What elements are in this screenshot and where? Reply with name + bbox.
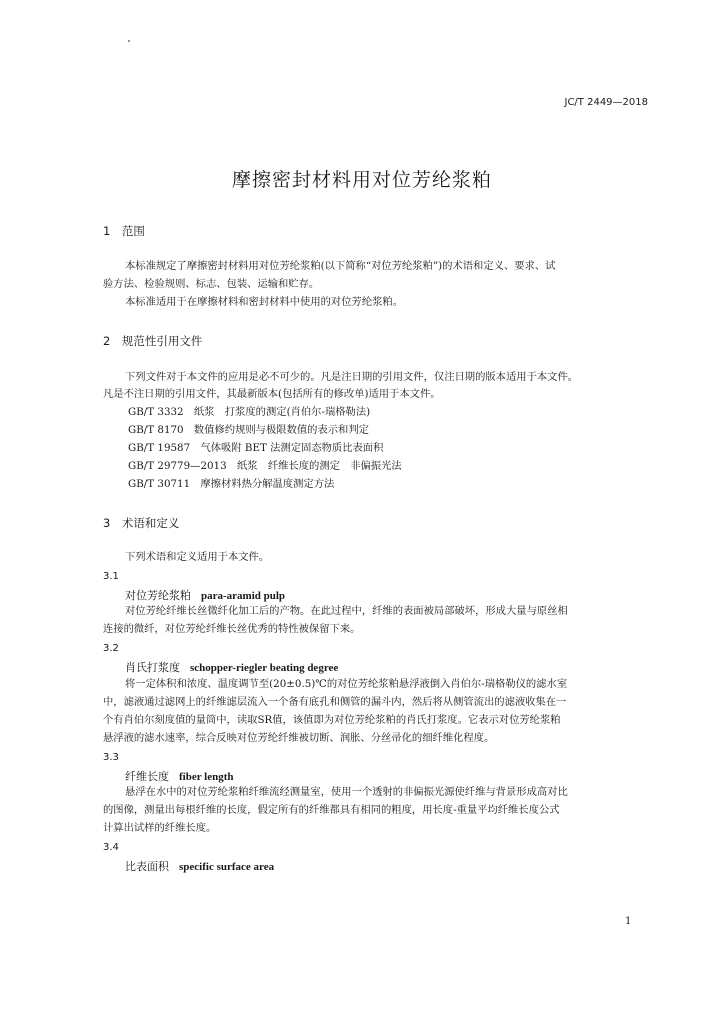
paragraph-line: 本标准规定了摩擦密封材料用对位芳纶浆粕(以下简称“对位芳纶浆粕”)的术语和定义、要求、试 — [125, 260, 556, 272]
page-number: 1 — [625, 916, 632, 927]
paragraph-line: 凡是不注日期的引用文件，其最新版本(包括所有的修改单)适用于本文件。 — [103, 388, 441, 400]
term-zh: 肖氏打浆度 — [125, 661, 180, 674]
term-heading — [125, 587, 285, 603]
paragraph-line: 下列文件对于本文件的应用是必不可少的。凡是注日期的引用文件，仅注日期的版本适用于本文件。 — [125, 371, 579, 383]
paragraph-line: 的图像，测量出每根纤维的长度，假定所有的纤维都具有相同的粗度，用长度-重量平均纤维长度公式 — [103, 804, 560, 816]
term-heading — [125, 768, 234, 784]
paragraph-line: 下列术语和定义适用于本文件。 — [125, 551, 270, 563]
paragraph-line: 悬浮在水中的对位芳纶浆粕纤维流经测量室，使用一个透射的非偏振光源使纤维与背景形成高对比 — [125, 786, 568, 798]
reference-item: GB/T 30711 摩擦材料热分解温度测定方法 — [128, 478, 335, 490]
paragraph-line: 对位芳纶纤维长丝微纤化加工后的产物。在此过程中，纤维的表面被局部破坏，形成大量与原丝相 — [125, 605, 568, 617]
term-number: 3.3 — [103, 752, 119, 763]
term-en: para-aramid pulp — [201, 590, 286, 602]
term-number: 3.4 — [103, 842, 119, 853]
reference-item: GB/T 3332 纸浆 打浆度的测定(肖伯尔-瑞格勒法) — [128, 406, 371, 418]
section-heading-scope: 1 范围 — [103, 224, 145, 238]
paragraph-line: 验方法、检验规则、标志、包装、运输和贮存。 — [103, 278, 320, 290]
paragraph-line: 将一定体积和浓度、温度调节至(20±0.5)℃的对位芳纶浆粕悬浮液倒入肖伯尔-瑞格勒仪的滤水室 — [125, 678, 568, 690]
section-heading-references: 2 规范性引用文件 — [103, 334, 203, 348]
paragraph-line: 个有肖伯尔刻度值的量筒中，读取SR值，该值即为对位芳纶浆粕的肖氏打浆度。它表示对位芳纶浆粕 — [103, 714, 561, 726]
paragraph-line: 悬浮液的滤水速率，综合反映对位芳纶纤维被切断、润胀、分丝帚化的细纤维化程度。 — [103, 732, 495, 744]
standard-number: JC/T 2449—2018 — [564, 97, 648, 108]
term-heading — [125, 659, 338, 675]
term-en: fiber length — [179, 771, 234, 783]
reference-item: GB/T 29779—2013 纸浆 纤维长度的测定 非偏振光法 — [128, 460, 402, 472]
paragraph-line: 连接的微纤，对位芳纶纤维长丝优秀的特性被保留下来。 — [103, 623, 361, 635]
term-number: 3.1 — [103, 571, 119, 582]
term-zh: 纤维长度 — [125, 770, 169, 783]
term-zh: 比表面积 — [125, 860, 169, 873]
paragraph-line: 中，滤液通过滤网上的纤维滤层流入一个备有底孔和侧管的漏斗内，然后将从侧管流出的滤液收集在一 — [103, 696, 567, 708]
term-en: specific surface area — [179, 861, 275, 873]
term-en: schopper-riegler beating degree — [190, 662, 339, 674]
scan-speck — [128, 40, 130, 42]
section-heading-terms: 3 术语和定义 — [103, 516, 180, 530]
paragraph-line: 计算出试样的纤维长度。 — [103, 822, 217, 834]
term-zh: 对位芳纶浆粕 — [125, 589, 191, 602]
term-heading — [125, 858, 274, 874]
reference-item: GB/T 8170 数值修约规则与极限数值的表示和判定 — [128, 424, 369, 436]
reference-item: GB/T 19587 气体吸附 BET 法测定固态物质比表面积 — [128, 442, 384, 454]
document-title: 摩擦密封材料用对位芳纶浆粕 — [231, 169, 492, 191]
term-number: 3.2 — [103, 643, 119, 654]
paragraph-line: 本标准适用于在摩擦材料和密封材料中使用的对位芳纶浆粕。 — [125, 296, 404, 308]
